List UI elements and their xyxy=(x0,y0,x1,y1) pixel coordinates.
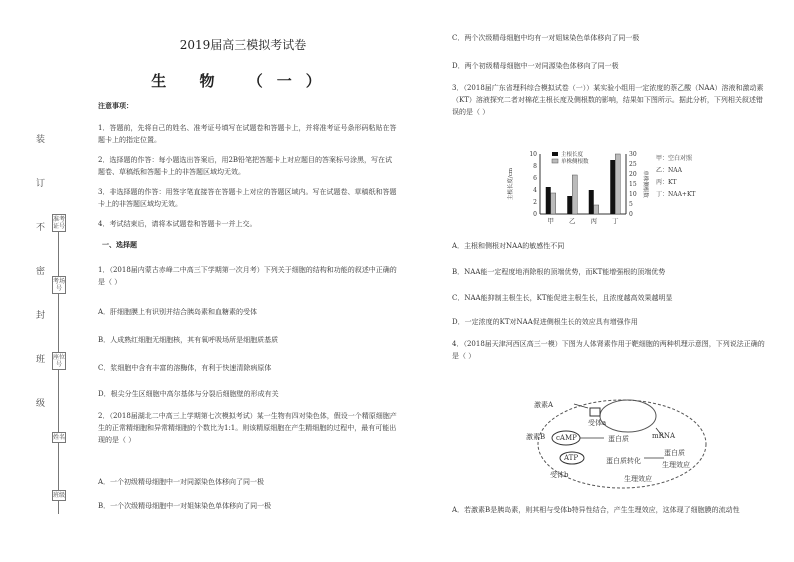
diagram-label-receptor-a: 受体a xyxy=(588,419,607,427)
q3-option-b: B．NAA能一定程度地消除根的顶端优势，而KT能增强根的顶端优势 xyxy=(452,268,666,276)
q1-option-a: A．肝细胞膜上有识别并结合胰岛素和血糖素的受体 xyxy=(98,308,258,316)
question-2-stem: 2．（2018届湖北二中高三上学期第七次模拟考试）某一生物有四对染色体，假设一个精原细胞产生的正常精细胞和异常精细胞的个数比为1:1。则该精原细胞在产生精细胞的过程中，最有可能出现的是（ ） xyxy=(98,412,397,444)
q3-option-d: D．一定浓度的KT对NAA促进侧根生长的效应具有增强作用 xyxy=(452,318,638,326)
class-box: 班级 xyxy=(53,492,66,499)
bar-lateral-root-count xyxy=(551,193,556,214)
bar-main-root-length xyxy=(610,160,615,214)
q4-diagram xyxy=(524,388,714,492)
q4-option-a: A．若激素B是胰岛素，则其相与受体b特异性结合，产生生理效应，这体现了细胞膜的流动性 xyxy=(452,506,740,514)
tick-label-left: 8 xyxy=(533,163,537,170)
q2-option-b: B．一个次级精母细胞中一对姐妹染色单体移向了同一极 xyxy=(98,502,272,510)
margin-char: 密 xyxy=(36,267,46,277)
q1-option-c: C．浆细胞中含有丰富的溶酶体，有利于快速清除病原体 xyxy=(98,364,272,372)
treatment-note: 甲：空白对照 xyxy=(656,155,693,162)
diagram-label-atp: ATP xyxy=(564,454,579,462)
tick-label-right: 15 xyxy=(629,181,637,188)
tick-label-left: 0 xyxy=(533,211,537,218)
diagram-label-mrna: mRNA xyxy=(652,432,676,440)
bar-main-root-length xyxy=(567,196,572,214)
diagram-label-effect-2: 生理效应 xyxy=(624,475,652,483)
q3-chart xyxy=(504,148,704,228)
margin-char: 级 xyxy=(36,399,46,409)
diagram-label-hormone-a: 激素A xyxy=(534,401,554,409)
y-axis-label-right: 单株侧根数 xyxy=(642,170,648,198)
question-3-stem: 3．（2018届广东省理科综合模拟试卷（一））某实验小组用一定浓度的萘乙酸（NAA）溶液和激动素（KT）溶液探究二者对棉花主根长度及侧根数的影响，结果如下图所示。据此分析，下列相关叙述错误的是（ ） xyxy=(452,84,764,116)
exam-title: 2019届高三模拟考试卷 xyxy=(179,38,307,52)
question-4-stem: 4．（2018届天津河西区高三一模）下图为人体肾素作用于靶细胞的两种机理示意图，下列说法正确的是（ ） xyxy=(452,340,765,360)
treatment-note: 丙：KT xyxy=(656,179,677,186)
margin-char: 订 xyxy=(36,179,46,189)
tick-label-right: 5 xyxy=(629,201,633,208)
margin-char: 不 xyxy=(36,223,46,233)
legend-label-lateral-root: 单株侧根数 xyxy=(561,159,589,165)
q3-option-a: A．主根和侧根对NAA的敏感性不同 xyxy=(452,242,565,250)
section-heading: 一、选择题 xyxy=(102,240,137,249)
notice-item: 2．选择题的作答：每小题选出答案后，用2B铅笔把答题卡上对应题目的答案标号涂黑，写在试题卷、草稿纸和答题卡上的非答题区域均无效。 xyxy=(98,156,393,176)
name-box: 姓名 xyxy=(53,434,66,441)
tick-label-right: 10 xyxy=(629,191,637,198)
subject-title: 生 物 （一） xyxy=(151,72,335,90)
legend-swatch-main-root xyxy=(552,152,558,156)
category-label: 甲 xyxy=(547,217,554,225)
q2-option-d: D．两个初级精母细胞中一对同源染色体移向了同一极 xyxy=(452,62,619,70)
treatment-note: 乙：NAA xyxy=(656,167,682,174)
notice-item: 4．考试结束后，请将本试题卷和答题卡一并上交。 xyxy=(98,220,257,228)
margin-char: 装 xyxy=(36,135,46,145)
bar-lateral-root-count xyxy=(594,205,599,214)
margin-char: 班 xyxy=(36,355,46,365)
diagram-label-receptor-b: 受体b xyxy=(550,471,569,479)
q1-option-b: B．人成熟红细胞无细胞核，其有氧呼吸场所是细胞质基质 xyxy=(98,336,279,344)
treatment-note: 丁：NAA+KT xyxy=(656,191,696,198)
bar-lateral-root-count xyxy=(572,175,577,214)
bar-lateral-root-count xyxy=(615,154,620,214)
diagram-label-protein: 蛋白质 xyxy=(608,435,629,443)
category-label: 丁 xyxy=(612,217,619,225)
tick-label-right: 30 xyxy=(629,151,637,158)
y-axis-label-left: 主根长度/cm xyxy=(508,167,514,201)
category-label: 丙 xyxy=(590,217,597,225)
q1-option-d: D．根尖分生区细胞中高尔基体与分裂后细胞壁的形成有关 xyxy=(98,390,279,398)
q2-option-c: C．两个次级精母细胞中均有一对姐妹染色单体移向了同一极 xyxy=(452,34,640,42)
margin-char: 封 xyxy=(36,311,46,321)
bar-main-root-length xyxy=(546,187,551,214)
diagram-label-protein-conversion: 蛋白质转化 xyxy=(606,457,641,465)
binding-margin xyxy=(32,120,72,540)
q3-option-c: C．NAA能抑制主根生长，KT能促进主根生长，且浓度越高效果越明显 xyxy=(452,294,673,302)
notice-heading: 注意事项： xyxy=(98,101,133,110)
diagram-label-hormone-b: 激素B xyxy=(526,433,546,441)
diagram-label-protein-2: 蛋白质 xyxy=(664,449,685,457)
bar-chart xyxy=(504,148,704,228)
category-label: 乙 xyxy=(569,217,576,225)
tick-label-left: 6 xyxy=(533,175,537,182)
tick-label-left: 2 xyxy=(533,199,537,206)
seat-number-box: 座位号 xyxy=(53,354,66,368)
tick-label-right: 20 xyxy=(629,171,637,178)
legend-swatch-lateral-root xyxy=(552,159,558,163)
tick-label-right: 0 xyxy=(629,211,633,218)
candidate-number-box: 准考证号 xyxy=(53,216,66,230)
q2-option-a: A．一个初级精母细胞中一对同源染色体移向了同一极 xyxy=(98,478,265,486)
tick-label-left: 4 xyxy=(533,187,537,194)
notice-item: 1．答题前，先将自己的姓名、准考证号填写在试题卷和答题卡上，并将准考证号条形码粘贴在答题卡上的指定位置。 xyxy=(98,124,397,144)
question-1-stem: 1．（2018届内蒙古赤峰二中高三下学期第一次月考）下列关于细胞的结构和功能的叙述中正确的是（ ） xyxy=(98,266,397,286)
diagram-label-effect-1: 生理效应 xyxy=(662,461,690,469)
tick-label-right: 25 xyxy=(629,161,637,168)
legend-label-main-root: 主根长度 xyxy=(561,152,584,158)
tick-label-left: 10 xyxy=(529,151,537,158)
diagram-label-camp: cAMP xyxy=(556,434,577,442)
notice-item: 3．非选择题的作答：用签字笔直接答在答题卡上对应的答题区域内。写在试题卷、草稿纸和答题卡上的非答题区域均无效。 xyxy=(98,188,397,208)
exam-room-box: 考场号 xyxy=(53,278,66,292)
bar-main-root-length xyxy=(589,190,594,214)
